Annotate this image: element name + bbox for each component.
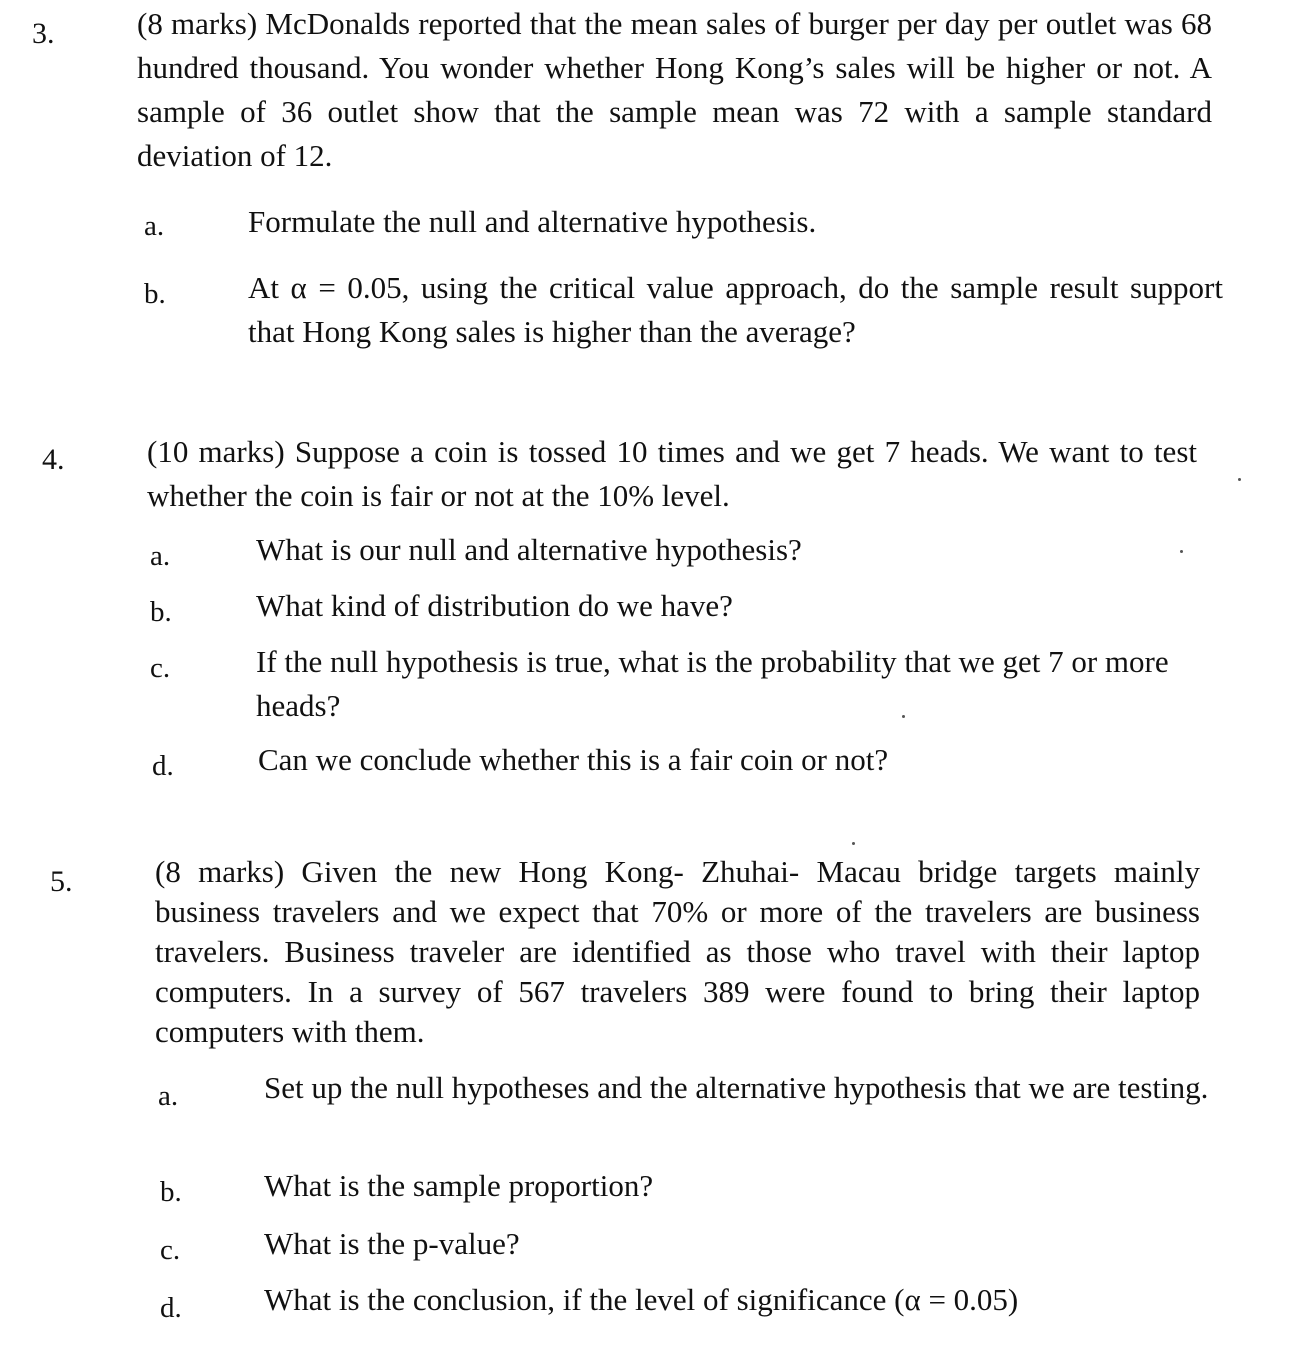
scan-speck [1238,478,1241,481]
scan-speck [1180,550,1183,553]
question-4-number: 4. [42,443,65,476]
question-4-part-d-text: Can we conclude whether this is a fair coin or not? [258,742,889,777]
question-5-part-d-letter: d. [160,1292,182,1324]
scan-speck [852,842,855,845]
question-4-part-b-letter: b. [150,596,172,628]
question-3-number: 3. [32,17,55,50]
question-5-part-a-text: Set up the null hypotheses and the alternative hypothesis that we are testing. [264,1070,1209,1105]
question-3-part-b-text: At α = 0.05, using the critical value approach, do the sample result support that Hong Kong sales is higher than the average? [248,270,1223,349]
question-4-part-c-letter: c. [150,652,171,684]
question-5-part-d-text: What is the conclusion, if the level of significance (α = 0.05) [264,1282,1019,1317]
question-4-part-d-letter: d. [152,750,174,782]
question-5-part-c-text: What is the p-value? [264,1226,520,1261]
question-3-part-a-text: Formulate the null and alternative hypothesis. [248,204,817,239]
question-5-part-a-letter: a. [158,1080,179,1112]
question-4-part-a-letter: a. [150,540,171,572]
question-5-part-c-letter: c. [160,1234,181,1266]
question-5-text: (8 marks) Given the new Hong Kong- Zhuhai- Macau bridge targets mainly business travelers and we expect that 70% or more of the travelers are business travelers. Business traveler are identified as those who travel with their laptop computers. In a survey of 567 travelers 389 were found to bring their laptop computers with them. [155,854,1200,1049]
question-4-text: (10 marks) Suppose a coin is tossed 10 times and we get 7 heads. We want to test whether the coin is fair or not at the 10% level. [147,434,1197,513]
question-5-part-b-letter: b. [160,1176,182,1208]
question-5-part-b-text: What is the sample proportion? [264,1168,654,1203]
question-3-part-a-letter: a. [144,210,165,242]
question-5-number: 5. [50,865,73,898]
question-3-text: (8 marks) McDonalds reported that the mean sales of burger per day per outlet was 68 hundred thousand. You wonder whether Hong Kong’s sales will be higher or not. A sample of 36 outlet show that the sample mean was 72 with a sample standard deviation of 12. [137,6,1212,173]
question-4-part-b-text: What kind of distribution do we have? [256,588,733,623]
question-4-part-a-text: What is our null and alternative hypothesis? [256,532,802,567]
question-3-part-b-letter: b. [144,278,166,310]
question-4-part-c-text: If the null hypothesis is true, what is the probability that we get 7 or more heads? [256,644,1169,723]
scan-speck [902,715,905,718]
